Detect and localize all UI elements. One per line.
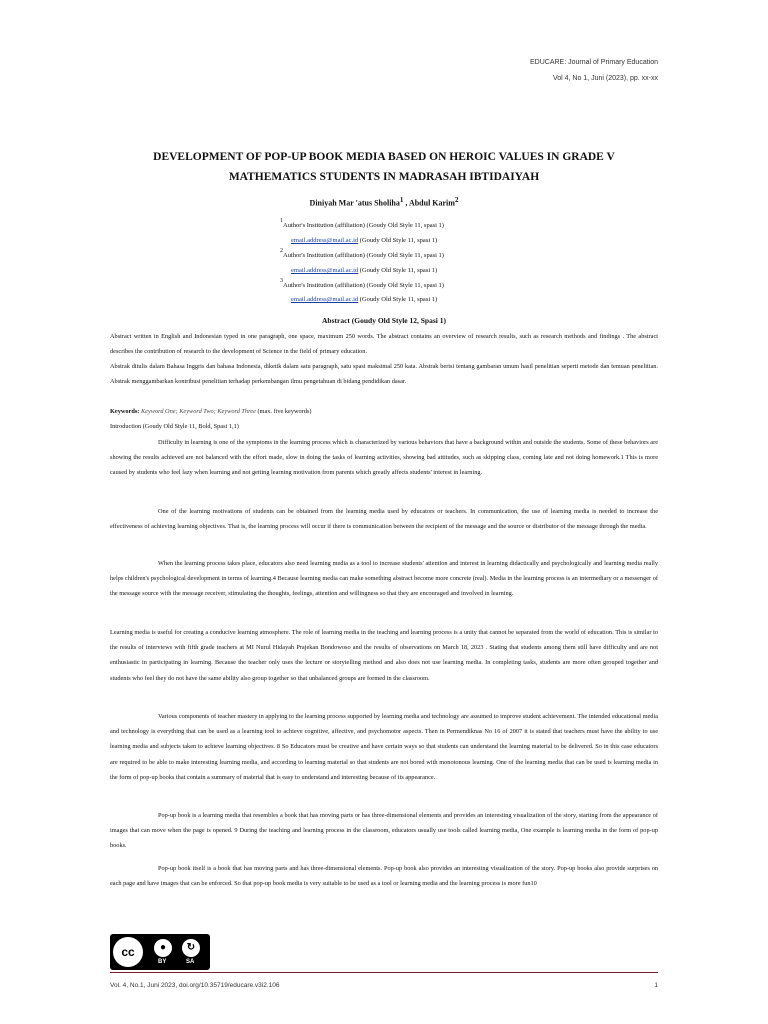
paper-title [110,147,658,187]
body-paragraph-2: One of the learning motivations of students can be obtained from the learning media used by educators or teachers. In communication, the use of learning media is needed to increase the effectiveness of achieving learning objectives. That is, the learning process will occur if there is communication between the recipient of the message and the source or distributor of the message through the media. [110,508,658,531]
body-paragraph-7: Pop-up book itself is a book that has moving parts and has three-dimensional elements. Pop-up book also provides an interesting visualization of the story. Pop-up books also provide surprises on each page and have images that can be enforced. So that pop-up book media is very suitable to be used as a tool or learning media and the learning process is more fun10 [110,865,658,888]
affiliation-3-text: Author's Institution (affiliation) (Goudy Old Style 11, spasi 1) [283,282,444,289]
email-link-1[interactable]: email.address@mail.ac.id [291,237,359,244]
email-link-3[interactable]: email.address@mail.ac.id [291,296,359,303]
email-note-3: (Goudy Old Style 11, spasi 1) [358,296,438,303]
body-paragraph-1: Difficulty in learning is one of the symptoms in the learning process which is characterized by various behaviors that have a background within and outside the students. Some of these behaviors are showing the results achieved are not balanced with the effort made, slow in doing the tasks of learning activities, showing bad attitudes, such as skipping class, coming late and not doing homework.1 This is more caused by students who feel lazy when learning and not getting learning motivation from parents which greatly affects students' interest in learning. [110,439,658,477]
keywords-line [110,404,658,419]
body-paragraph-6: Pop-up book is a learning media that resembles a book that has moving parts or has three-dimensional elements and provides an interesting visualization of the story, starting from the appearance of images that can move when the page is opened. 9 During the teaching and learning process in the classroom, educators usually use tools called learning media, One example is learning media in the form of pop-up books. [110,812,658,850]
abstract-english: Abstract written in English and Indonesian typed in one paragraph, one space, maximum 250 words. The abstract contains an overview of research results, such as research methods and findings . The abstract describes the contribution of research to the development of Science in the field of primary education. [110,333,658,356]
keywords-items: Keyword One; Keyword Two; Keyword Three [140,408,256,415]
footer-citation: Vol. 4, No.1, Juni 2023, doi.org/10.35719/educare.v3i2.106 [110,982,280,989]
introduction-heading: Introduction (Goudy Old Style 11, Bold, Spasi 1,1) [110,423,239,430]
affiliation-2-sup: 2 [280,248,283,254]
person-icon: ● [154,939,172,957]
cc-license-badge[interactable] [110,934,210,970]
share-alike-icon: ↻ [182,939,200,957]
author-1-sup: 1 [399,196,404,204]
affiliation-2 [280,246,444,261]
author-2-sup: 2 [454,196,459,204]
journal-volume: Vol 4, No 1, Juni (2023), pp. xx-xx [552,75,658,82]
body-paragraph-3: When the learning process takes place, educators also need learning media as a tool to increase students' attention and interest in learning didactically and psychologically and learning media really helps children's psychological development in terms of learning.4 Because learning media can make something abstract become more concrete (real). Media in the learning process is an intermediary or a messenger of the message source with the message receiver, stimulating the thoughts, feelings, attention and willingness so that they are encouraged and involved in learning. [110,560,658,598]
affiliation-1-text: Author's Institution (affiliation) (Goudy Old Style 11, spasi 1) [283,222,444,229]
email-line-2 [291,267,437,274]
body-paragraph-5: Various components of teacher mastery in applying to the learning process supported by learning media and technology are assumed to improve student achievement. The intended educational media and technology is everything that can be used as a learning tool to achieve cognitive, affective, and psychomotor aspects. Then in Permendiknas No 16 of 2007 it is stated that teachers must have the ability to use learning media and subjects taken to achieve learning objectives. 8 So Educators must be creative and have certain ways so that students can understand the learning material to be delivered. So in this case educators are required to be able to make interesting learning media, and according to learning material so that students are not bored with monotonous learning. One of the learning media that can be used is learning media in the form of pop-up books that contain a summary of material that is easy to understand and interesting because of its appearance. [110,713,658,781]
license-sa-label: SA [186,959,195,965]
page-number: 1 [654,982,658,989]
title-line-1: DEVELOPMENT OF POP-UP BOOK MEDIA BASED ON HEROIC VALUES IN GRADE V [153,151,615,163]
email-link-2[interactable]: email.address@mail.ac.id [291,267,359,274]
license-by-label: BY [158,959,167,965]
email-line-3 [291,296,437,303]
abstract-indonesian: Abstrak ditulis dalam Bahasa Inggris dan bahasa Indonesia, diketik dalam satu paragraph, satu spasi maksimal 250 kata. Abstrak berisi tentang gambaran umum hasil penelitian seperti metode dan temuan penelitian. Abstrak menggambarkan kontribusi penelitian terhadap perkembangan ilmu pengetahuan di bidang pendidikan dasar. [110,363,658,386]
email-note-2: (Goudy Old Style 11, spasi 1) [358,267,438,274]
author-1: Diniyah Mar 'atus Sholiha [309,198,400,208]
affiliation-1 [280,216,444,231]
abstract-heading: Abstract (Goudy Old Style 12, Spasi 1) [322,316,446,325]
body-paragraph-4: Learning media is useful for creating a conducive learning atmosphere. The role of learning media in the teaching and learning process is a unity that cannot be separated from the world of education. This is similar to the results of interviews with fifth grade teachers at MI Nurul Hidayah Prajekan Bondowoso and the results of observations on March 18, 2023 . Stating that students among them still have difficulty and are not enthusiastic in participating in learning. Because the teacher only uses the lecture or storytelling method and also does not use learning media. In completing tasks, students are more often grouped together and students who feel they do not have the same ability also group together so that unbalanced groups are formed in the classroom. [110,629,658,682]
affiliation-3 [280,276,444,291]
journal-name: EDUCARE: Journal of Primary Education [530,59,658,66]
footer-divider [110,972,658,973]
email-line-1 [291,237,437,244]
author-separator: , [403,198,409,208]
author-list [0,196,768,208]
keywords-label: Keywords: [110,408,140,415]
cc-logo-icon: cc [113,937,143,967]
affiliation-1-sup: 1 [280,218,283,224]
affiliation-3-sup: 3 [280,278,283,284]
title-line-2: MATHEMATICS STUDENTS IN MADRASAH IBTIDAIYAH [228,171,540,183]
email-note-1: (Goudy Old Style 11, spasi 1) [358,237,438,244]
keywords-note: (max. five keywords) [255,408,312,415]
author-2: Abdul Karim [408,198,455,208]
affiliation-2-text: Author's Institution (affiliation) (Goudy Old Style 11, spasi 1) [283,252,444,259]
